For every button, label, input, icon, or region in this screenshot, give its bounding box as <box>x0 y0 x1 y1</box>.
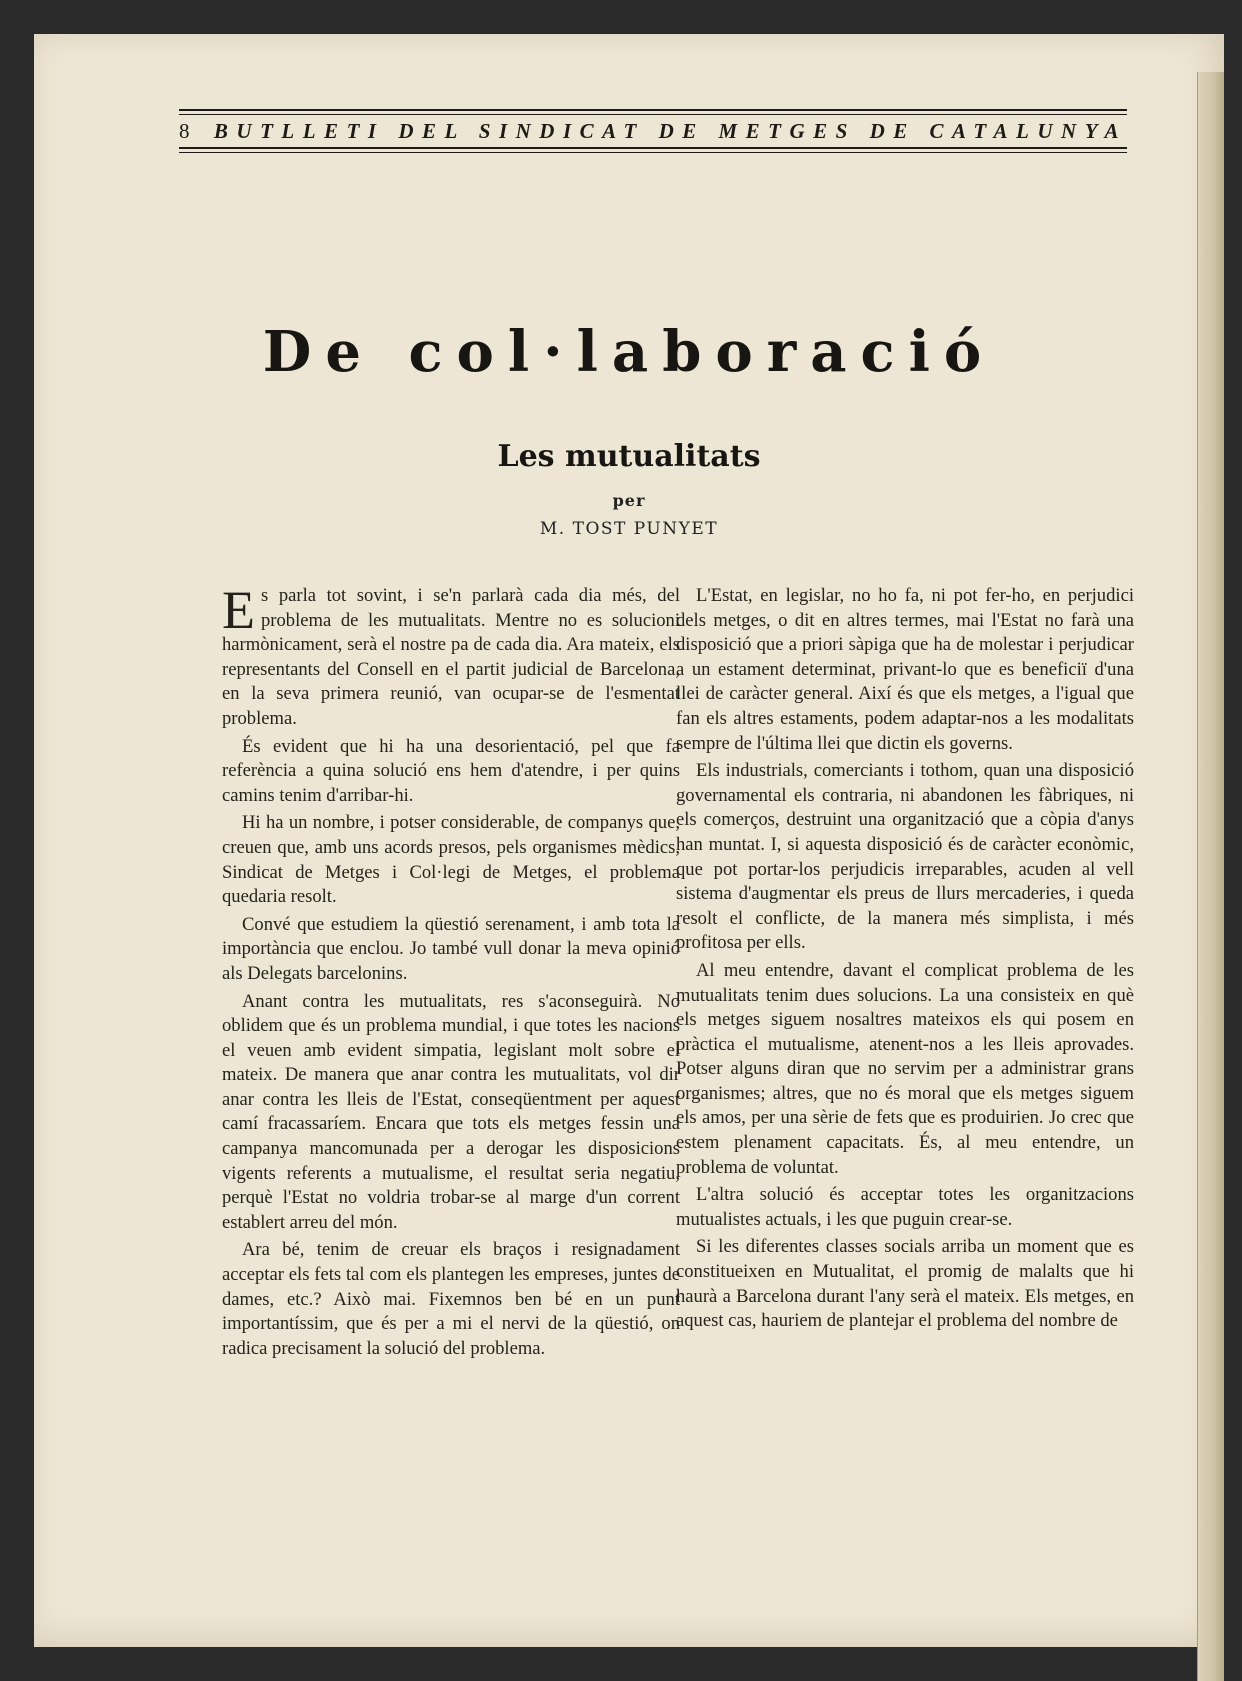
paragraph-text: s parla tot sovint, i se'n parlarà cada dia més, del problema de les mutualitats. Mentre no es solucioni harmònicament, serà el nostre pa de cada dia. Ara mateix, els representants del Consell en el partit judicial de Barcelona, en la seva primera reunió, van ocupar-se de l'esmentat problema. <box>222 585 680 729</box>
page-edge <box>1197 72 1224 1681</box>
byline: per <box>612 491 646 510</box>
header-rule <box>179 152 1127 153</box>
header-rule <box>179 114 1127 115</box>
paragraph: Anant contra les mutualitats, res s'aconseguirà. No oblidem que és un problema mundial, i que totes les nacions el veuen amb evident simpatia, legislant molt sobre el mateix. De manera que anar contra les mutualitats, vol dir anar contra les lleis de l'Estat, conseqüentment per aquest camí fracassaríem. Encara que tots els metges fessin una campanya mancomunada per a derogar les disposicions vigents referents a mutualisme, el resultat seria negatiu, perquè l'Estat no voldria trobar-se al marge d'un corrent establert arreu del món. <box>222 990 680 1233</box>
paragraph: L'altra solució és acceptar totes les organitzacions mutualistes actuals, i les que puguin crear-se. <box>676 1184 1134 1230</box>
article-subtitle: Les mutualitats <box>497 439 761 474</box>
running-head <box>179 109 1127 159</box>
header-row <box>179 118 1127 144</box>
left-column <box>222 580 680 1364</box>
header-rule <box>179 147 1127 149</box>
header-rule <box>179 109 1127 111</box>
paragraph: Convé que estudiem la qüestió serenament, i amb tota la importància que enclou. Jo també vull donar la meva opinió als Delegats barcelonins. <box>222 913 680 984</box>
paragraph: Els industrials, comerciants i tothom, quan una disposició governamental els contraria, ni abandonen les fàbriques, ni els comerços, destruint una organització que a còpia d'anys han muntat. I, si aquesta disposició és de caràcter econòmic, que pot portar-los perjudicis irreparables, acuden al vell sistema d'augmentar els preus de llurs mercaderies, i queda resolt el conflicte, de la manera més simplista, i més profitosa per ells. <box>676 760 1134 954</box>
page <box>34 34 1224 1647</box>
right-column <box>676 584 1134 1337</box>
article-title: De col·laboració <box>262 319 996 385</box>
paragraph: Si les diferentes classes socials arriba un moment que es constitueixen en Mutualitat, el promig de malalts que hi haurà a Barcelona durant l'any serà el mateix. Els metges, en aquest cas, hauriem de plantejar el problema del nombre de <box>676 1236 1134 1332</box>
paragraph: Hi ha un nombre, i potser considerable, de companys que, creuen que, amb uns acords presos, pels organismes mèdics, Sindicat de Metges i Col·legi de Metges, el problema quedaria resolt. <box>222 812 680 908</box>
drop-cap: E <box>222 580 255 640</box>
paragraph <box>222 580 680 732</box>
author-name: M. TOST PUNYET <box>539 519 719 539</box>
journal-title: BUTLLETI DEL SINDICAT DE METGES DE CATALUNYA <box>213 118 1127 143</box>
paragraph: És evident que hi ha una desorientació, pel que fa referència a quina solució ens hem d'atendre, i per quins camins tenim d'arribar-hi. <box>222 735 680 806</box>
paragraph: Al meu entendre, davant el complicat problema de les mutualitats tenim dues solucions. La una consisteix en què els metges siguem nosaltres mateixos els qui posem en pràctica el mutualisme, atenent-nos a les lleis aprovades. Potser alguns diran que no servim per a administrar grans organismes; altres, que no és moral que els metges siguem els amos, per una sèrie de fets que es produirien. Jo crec que estem plenament capacitats. És, al meu entendre, un problema de voluntat. <box>676 959 1134 1178</box>
page-number: 8 <box>179 118 190 143</box>
paragraph: L'Estat, en legislar, no ho fa, ni pot fer-ho, en perjudici dels metges, o dit en altres termes, mai l'Estat no farà una disposició que a priori sàpiga que ha de molestar i perjudicar a un estament determinat, privant-lo que es beneficiï d'una llei de caràcter general. Així és que els metges, a l'igual que fan els altres estaments, podem adaptar-nos a les modalitats sempre de l'última llei que dictin els governs. <box>676 585 1134 754</box>
paragraph: Ara bé, tenim de creuar els braços i resignadament acceptar els fets tal com els plantegen les empreses, juntes de dames, etc.? Això mai. Fixemnos ben bé en un punt importantíssim, que és per a mi el nervi de la qüestió, on radica precisament la solució del problema. <box>222 1239 680 1359</box>
